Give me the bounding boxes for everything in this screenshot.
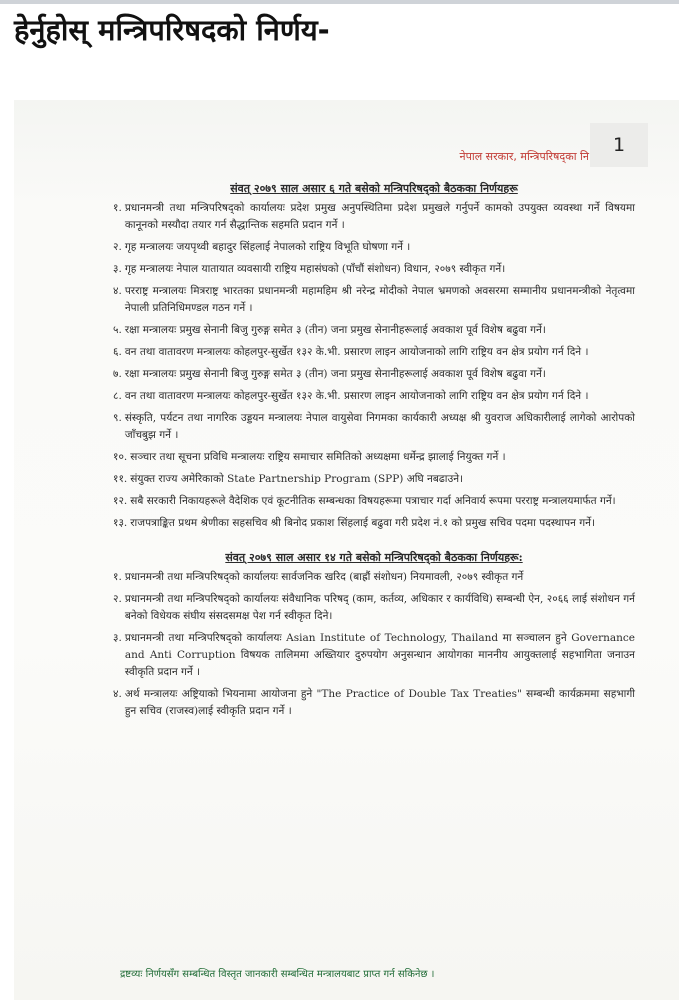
decision-item: [113, 239, 635, 256]
decision-item: [113, 569, 635, 586]
decisions-document: [113, 181, 635, 725]
decision-item: [113, 591, 635, 625]
item-text: प्रधानमन्त्री तथा मन्त्रिपरिषद्को कार्यालयः Asian Institute of Technology, Thailand मा सञ्चालन हुने Governance and Anti Corruption विषयक तालिममा अख्तियार दुरुपयोग अनुसन्धान आयोगका माननीय आयुक्तलाई सहभागिता जनाउन स्वीकृति प्रदान गर्ने ।: [124, 632, 635, 678]
item-number: १३.: [113, 517, 128, 529]
item-number: ७.: [113, 368, 122, 380]
item-number: ३.: [113, 263, 122, 275]
item-text: प्रधानमन्त्री तथा मन्त्रिपरिषद्को कार्यालयः संवैधानिक परिषद् (काम, कर्तव्य, अधिकार र कार्यविधि) सम्बन्धी ऐन, २०६६ लाई संशोधन गर्न बनेको विधेयक संघीय संसदसमक्ष पेश गर्न स्वीकृत दिने।: [124, 593, 635, 622]
item-text: अर्थ मन्त्रालयः अष्ट्रियाको भियनामा आयोजना हुने "The Practice of Double Tax Treaties" सम्बन्धी कार्यक्रममा सहभागी हुन सचिव (राजस्व)लाई स्वीकृति प्रदान गर्ने ।: [124, 688, 635, 717]
top-strip: [0, 0, 679, 4]
page-number-badge: 1: [590, 123, 648, 167]
item-text: परराष्ट्र मन्त्रालयः मित्रराष्ट्र भारतका प्रधानमन्त्री महामहिम श्री नरेन्द्र मोदीको नेपाल भ्रमणको अवसरमा सम्मानीय प्रधानमन्त्रीको नेतृत्वमा नेपाली प्रतिनिधिमण्डल गठन गर्ने ।: [124, 285, 635, 314]
item-number: २.: [113, 593, 122, 605]
item-number: २.: [113, 241, 122, 253]
item-number: ६.: [113, 346, 122, 358]
item-number: ९.: [113, 412, 122, 424]
item-text: राजपत्राङ्कित प्रथम श्रेणीका सहसचिव श्री बिनोद प्रकाश सिंहलाई बढुवा गरी प्रदेश नं.१ को प्रमुख सचिव पदमा पदस्थापन गर्ने।: [130, 517, 595, 529]
decision-item: [113, 261, 635, 278]
decision-list-second: [113, 569, 635, 720]
item-number: ४.: [113, 688, 122, 700]
item-number: ८.: [113, 390, 122, 402]
item-number: ३.: [113, 632, 122, 644]
item-text: रक्षा मन्त्रालयः प्रमुख सेनानी बिजु गुरुङ्ग समेत ३ (तीन) जना प्रमुख सेनानीहरूलाई अवकाश पूर्व विशेष बढुवा गर्ने।: [124, 324, 546, 336]
decision-item: [113, 686, 635, 720]
page-headline: हेर्नुहोस् मन्त्रिपरिषदको निर्णय-: [14, 13, 330, 47]
item-number: ५.: [113, 324, 122, 336]
item-number: १२.: [113, 495, 128, 507]
decision-item: [113, 322, 635, 339]
item-text: रक्षा मन्त्रालयः प्रमुख सेनानी बिजु गुरुङ्ग समेत ३ (तीन) जना प्रमुख सेनानीहरूलाई अवकाश पूर्व विशेष बढुवा गर्ने।: [124, 368, 546, 380]
running-header: नेपाल सरकार, मन्त्रिपरिषद्का नि: [459, 150, 589, 163]
decision-item: [113, 471, 635, 488]
decision-list-first: [113, 200, 635, 532]
decision-item: [113, 283, 635, 317]
item-text: सबै सरकारी निकायहरूले वैदेशिक एवं कूटनीतिक सम्बन्धका विषयहरूमा पत्राचार गर्दा अनिवार्य रूपमा परराष्ट्र मन्त्रालयमार्फत गर्ने।: [130, 495, 616, 507]
item-text: प्रधानमन्त्री तथा मन्त्रिपरिषद्को कार्यालयः प्रदेश प्रमुख अनुपस्थितिमा प्रदेश प्रमुखले गर्नुपर्ने कामको उपयुक्त व्यवस्था गर्ने विषयमा कानूनको मस्यौदा तयार गर्न सैद्धान्तिक सहमति प्रदान गर्ने ।: [124, 202, 635, 231]
item-text: वन तथा वातावरण मन्त्रालयः कोहलपुर-सुर्खेत १३२ के.भी. प्रसारण लाइन आयोजनाको लागि राष्ट्रिय वन क्षेत्र प्रयोग गर्न दिने ।: [124, 390, 589, 402]
decision-item: [113, 630, 635, 681]
item-number: १०.: [113, 451, 128, 463]
section-title-first: संवत् २०७९ साल असार ६ गते बसेको मन्त्रिपरिषद्को बैठकका निर्णयहरू: [230, 182, 518, 195]
item-number: ११.: [113, 473, 128, 485]
item-text: संस्कृति, पर्यटन तथा नागरिक उड्डयन मन्त्रालयः नेपाल वायुसेवा निगमका कार्यकारी अध्यक्ष श्री युवराज अधिकारीलाई लागेको आरोपको जाँचबुझ गर्ने ।: [124, 412, 635, 441]
decision-item: [113, 366, 635, 383]
item-text: गृह मन्त्रालयः नेपाल यातायात व्यवसायी राष्ट्रिय महासंघको (पाँचौं संशोधन) विधान, २०७९ स्वीकृत गर्ने।: [124, 263, 506, 275]
decision-item: [113, 449, 635, 466]
item-text: सञ्चार तथा सूचना प्रविधि मन्त्रालयः राष्ट्रिय समाचार समितिको अध्यक्षमा धर्मेन्द्र झालाई नियुक्त गर्ने ।: [130, 451, 506, 463]
decision-item: [113, 410, 635, 444]
decision-item: [113, 344, 635, 361]
footnote: द्रष्टव्यः निर्णयसँग सम्बन्धित विस्तृत जानकारी सम्बन्धित मन्त्रालयबाट प्राप्त गर्न सकिनेछ ।: [120, 969, 435, 980]
item-text: गृह मन्त्रालयः जयपृथ्वी बहादुर सिंहलाई नेपालको राष्ट्रिय विभूति घोषणा गर्ने ।: [124, 241, 411, 253]
item-text: वन तथा वातावरण मन्त्रालयः कोहलपुर-सुर्खेत १३२ के.भी. प्रसारण लाइन आयोजनाको लागि राष्ट्रिय वन क्षेत्र प्रयोग गर्न दिने ।: [124, 346, 589, 358]
decision-item: [113, 200, 635, 234]
item-number: १.: [113, 571, 122, 583]
decision-item: [113, 388, 635, 405]
section-title-second: संवत् २०७९ साल असार १४ गते बसेको मन्त्रिपरिषद्को बैठकका निर्णयहरू:: [225, 551, 523, 564]
item-text: प्रधानमन्त्री तथा मन्त्रिपरिषद्को कार्यालयः सार्वजनिक खरिद (बाह्रौं संशोधन) नियमावली, २०७९ स्वीकृत गर्ने: [124, 571, 524, 583]
item-text: संयुक्त राज्य अमेरिकाको State Partnership Program (SPP) अघि नबढाउने।: [130, 473, 464, 485]
item-number: ४.: [113, 285, 122, 297]
decision-item: [113, 515, 635, 532]
decision-item: [113, 493, 635, 510]
item-number: १.: [113, 202, 122, 214]
